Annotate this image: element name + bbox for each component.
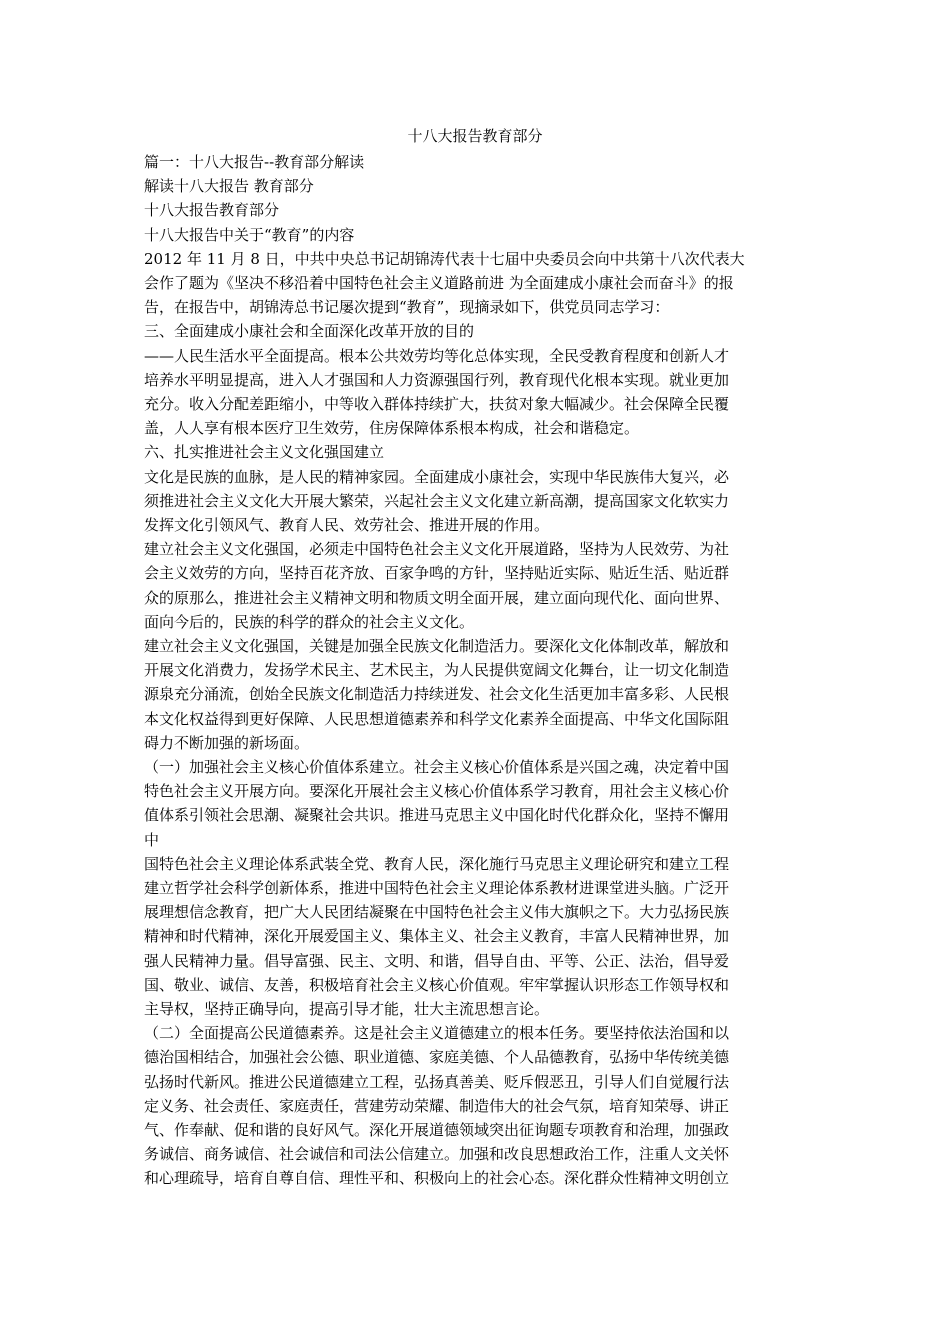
body-text-line: 国、敬业、诚信、友善，积极培育社会主义核心价值观。牢牢掌握认识形态工作领导权和 [144,975,730,994]
body-text-line: 强人民精神力量。倡导富强、民主、文明、和谐，倡导自由、平等、公正、法治，倡导爱 [144,951,730,970]
body-text-line: 六、扎实推进社会主义文化强国建立 [144,443,385,462]
body-text-line: 展理想信念教育，把广大人民团结凝聚在中国特色社会主义伟大旗帜之下。大力弘扬民族 [144,903,730,922]
body-text-line: 2012 年 11 月 8 日，中共中央总书记胡锦涛代表十七届中央委员会向中共第十八次代表大 [144,249,745,268]
body-text-line: 盖，人人享有根本医疗卫生效劳，住房保障体系根本构成，社会和谐稳定。 [144,419,640,438]
body-text-line: 十八大报告中关于“教育”的内容 [144,225,355,244]
body-text-line: 主导权，坚持正确导向，提高引导才能，壮大主流思想言论。 [144,1000,550,1018]
body-text-line: （一）加强社会主义核心价值体系建立。社会主义核心价值体系是兴国之魂，决定着中国 [144,758,730,776]
body-text-line: 特色社会主义开展方向。要深化开展社会主义核心价值体系学习教育，用社会主义核心价 [144,782,730,801]
body-text-line: 培养水平明显提高，进入人才强国和人力资源强国行列，教育现代化根本实现。就业更加 [144,370,730,389]
body-text-line: 国特色社会主义理论体系武装全党、教育人民，深化施行马克思主义理论研究和建立工程 [144,854,730,873]
body-text-line: 建立社会主义文化强国，必须走中国特色社会主义文化开展道路，坚持为人民效劳、为社 [144,540,730,559]
body-text-line: 源泉充分涌流，创始全民族文化制造活力持续迸发、社会文化生活更加丰富多彩、人民根 [144,685,730,704]
document-title: 十八大报告教育部分 [407,127,543,145]
body-text-line: 气、作奉献、促和谐的良好风气。深化开展道德领域突出征询题专项教育和治理，加强政 [144,1121,730,1139]
body-text-line: 中 [144,830,160,849]
body-text-line: 德治国相结合，加强社会公德、职业道德、家庭美德、个人品德教育，弘扬中华传统美德 [144,1048,730,1067]
body-text-line: 和心理疏导，培育自尊自信、理性平和、积极向上的社会心态。深化群众性精神文明创立 [144,1169,730,1188]
body-text-line: 告，在报告中，胡锦涛总书记屡次提到“教育”，现摘录如下，供党员同志学习： [144,298,670,317]
body-text-line: 解读十八大报告 教育部分 [144,177,314,196]
body-text-line: 会作了题为《坚决不移沿着中国特色社会主义道路前进 为全面建成小康社会而奋斗》的报 [144,274,734,292]
body-text-line: 须推进社会主义文化大开展大繁荣，兴起社会主义文化建立新高潮，提高国家文化软实力 [144,491,730,510]
body-text-line: 篇一：十八大报告--教育部分解读 [144,153,365,171]
body-text-line: 值体系引领社会思潮、凝聚社会共识。推进马克思主义中国化时代化群众化，坚持不懈用 [144,806,730,825]
body-text-line: 定义务、社会责任、家庭责任，营建劳动荣耀、制造伟大的社会气氛，培育知荣辱、讲正 [144,1096,730,1115]
body-text-line: 发挥文化引领风气、教育人民、效劳社会、推进开展的作用。 [144,516,550,534]
body-text-line: 建立社会主义文化强国，关键是加强全民族文化制造活力。要深化文化体制改革，解放和 [144,637,730,655]
body-text-line: 众的原那么，推进社会主义精神文明和物质文明全面开展，建立面向现代化、面向世界、 [144,588,730,607]
body-text-line: 碍力不断加强的新场面。 [144,733,310,752]
body-text-line: 文化是民族的血脉，是人民的精神家园。全面建成小康社会，实现中华民族伟大复兴，必 [144,467,730,486]
body-text-line: 面向今后的，民族的科学的群众的社会主义文化。 [144,612,475,631]
body-text-line: 本文化权益得到更好保障、人民思想道德素养和科学文化素养全面提高、中华文化国际阻 [144,709,730,728]
body-text-line: 精神和时代精神，深化开展爱国主义、集体主义、社会主义教育，丰富人民精神世界，加 [144,927,730,946]
body-text-line: 开展文化消费力，发扬学术民主、艺术民主，为人民提供宽阔文化舞台，让一切文化制造 [144,661,730,680]
body-text-line: 充分。收入分配差距缩小，中等收入群体持续扩大，扶贫对象大幅减少。社会保障全民覆 [144,395,730,413]
body-text-line: 弘扬时代新风。推进公民道德建立工程，弘扬真善美、贬斥假恶丑，引导人们自觉履行法 [144,1072,730,1091]
body-text-line: 建立哲学社会科学创新体系，推进中国特色社会主义理论体系教材进课堂进头脑。广泛开 [144,879,730,897]
body-text-line: 十八大报告教育部分 [144,201,280,220]
body-text-line: ——人民生活水平全面提高。根本公共效劳均等化总体实现，全民受教育程度和创新人才 [144,346,730,365]
body-text-line: 三、全面建成小康社会和全面深化改革开放的目的 [144,322,475,341]
body-text-line: 会主义效劳的方向，坚持百花齐放、百家争鸣的方针，坚持贴近实际、贴近生活、贴近群 [144,564,730,583]
body-text-line: 务诚信、商务诚信、社会诚信和司法公信建立。加强和改良思想政治工作，注重人文关怀 [144,1145,730,1164]
body-text-line: （二）全面提高公民道德素养。这是社会主义道德建立的根本任务。要坚持依法治国和以 [144,1024,730,1043]
